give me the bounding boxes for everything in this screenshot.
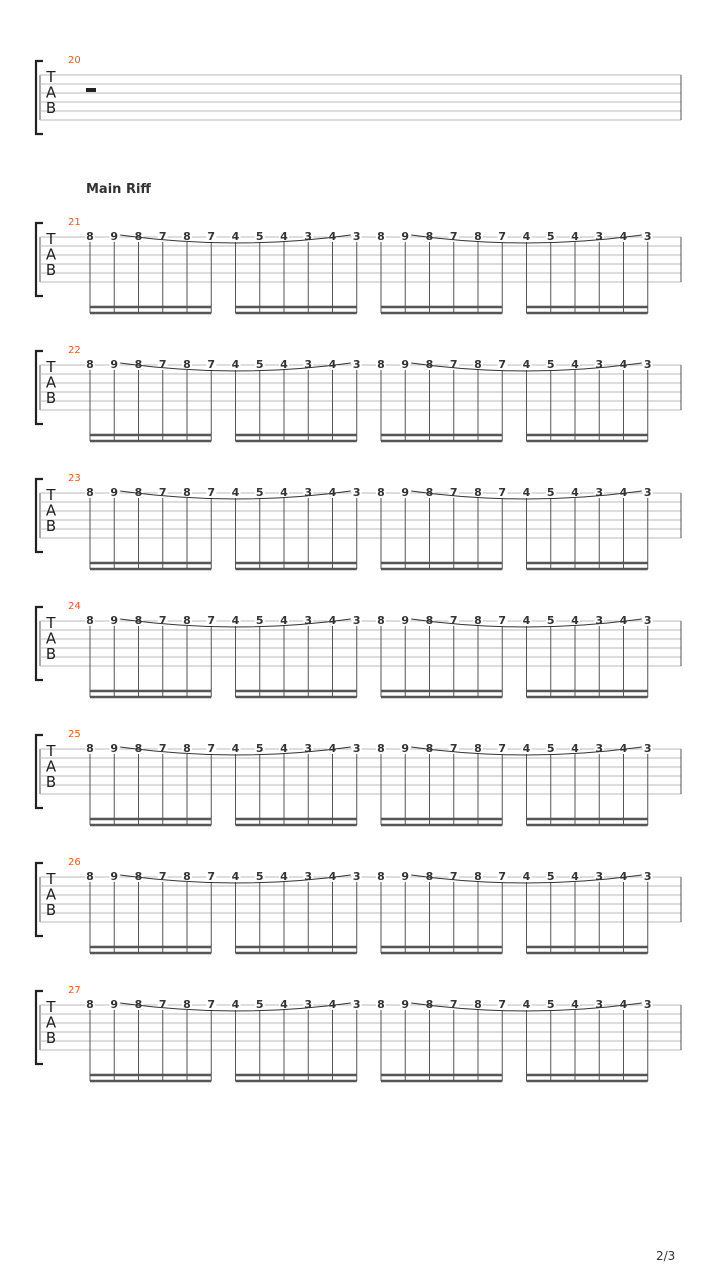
fret-number: 3 [595,614,604,627]
fret-number: 3 [304,230,313,243]
fret-number: 5 [255,870,264,883]
fret-number: 3 [304,998,313,1011]
fret-number: 4 [619,230,628,243]
fret-number: 3 [595,742,604,755]
fret-number: 4 [231,742,240,755]
measure-number: 23 [68,473,81,484]
fret-number: 7 [207,742,216,755]
fret-number: 4 [231,998,240,1011]
tab-clef-letter: A [45,629,57,648]
fret-number: 4 [280,486,288,499]
fret-number: 8 [183,870,191,883]
fret-number: 4 [280,870,288,883]
tab-clef-letter: T [46,230,56,248]
fret-number: 8 [377,230,385,243]
fret-number: 8 [134,230,143,243]
fret-number: 4 [328,486,337,499]
fret-number: 3 [352,998,361,1011]
tab-clef-letter: B [45,901,57,919]
fret-number: 9 [110,998,119,1011]
fret-number: 7 [498,742,507,755]
fret-number: 4 [328,742,337,755]
fret-number: 9 [110,358,119,371]
fret-number: 4 [231,486,240,499]
fret-number: 8 [183,998,191,1011]
fret-number: 7 [158,998,167,1011]
fret-number: 7 [449,870,458,883]
fret-number: 9 [110,486,119,499]
fret-number: 4 [522,486,531,499]
fret-number: 7 [158,614,167,627]
fret-number: 7 [207,358,216,371]
fret-number: 3 [352,230,361,243]
fret-number: 5 [255,230,264,243]
fret-number: 7 [449,486,458,499]
fret-number: 5 [546,998,555,1011]
fret-number: 8 [474,998,482,1011]
fret-number: 3 [643,870,652,883]
fret-number: 8 [183,230,191,243]
tab-clef-letter: T [46,998,56,1016]
fret-number: 5 [546,486,555,499]
fret-number: 7 [498,870,507,883]
fret-number: 8 [86,486,94,499]
fret-number: 8 [474,614,482,627]
fret-number: 7 [207,614,216,627]
tab-clef-letter: T [46,358,56,376]
fret-number: 4 [619,614,628,627]
measure-number: 24 [68,601,81,612]
tab-clef-letter: B [45,389,57,407]
fret-number: 9 [401,742,410,755]
fret-number: 9 [401,870,410,883]
fret-number: 3 [643,998,652,1011]
fret-number: 7 [207,870,216,883]
tab-clef-letter: B [45,261,57,279]
fret-number: 5 [546,358,555,371]
fret-number: 5 [255,358,264,371]
fret-number: 3 [643,614,652,627]
fret-number: 4 [571,230,579,243]
fret-number: 3 [304,486,313,499]
fret-number: 8 [183,358,191,371]
fret-number: 3 [595,870,604,883]
fret-number: 9 [110,870,119,883]
fret-number: 4 [328,998,337,1011]
section-title: Main Riff [86,182,151,197]
fret-number: 9 [110,742,119,755]
tab-clef-letter: A [45,245,57,264]
fret-number: 4 [280,742,288,755]
tab-clef-letter: B [45,1029,57,1047]
fret-number: 3 [352,870,361,883]
fret-number: 4 [328,614,337,627]
tab-clef-letter: B [45,645,57,663]
fret-number: 3 [595,230,604,243]
fret-number: 8 [425,358,434,371]
tab-clef-letter: B [45,517,57,535]
page-number: 2/3 [656,1249,676,1263]
fret-number: 8 [425,614,434,627]
fret-number: 8 [134,870,143,883]
tab-clef-letter: A [45,885,57,904]
fret-number: 8 [377,358,385,371]
fret-number: 3 [352,742,361,755]
measure-number: 26 [68,857,81,868]
fret-number: 8 [474,358,482,371]
fret-number: 7 [498,614,507,627]
fret-number: 3 [304,742,313,755]
fret-number: 4 [280,358,288,371]
fret-number: 4 [280,614,288,627]
fret-number: 8 [425,998,434,1011]
fret-number: 8 [134,998,143,1011]
fret-number: 7 [158,486,167,499]
measure-number: 20 [68,55,81,66]
fret-number: 8 [86,358,94,371]
tab-clef-letter: T [46,486,56,504]
fret-number: 7 [207,486,216,499]
fret-number: 4 [231,358,240,371]
fret-number: 5 [255,614,264,627]
fret-number: 5 [546,614,555,627]
fret-number: 8 [377,870,385,883]
fret-number: 4 [619,998,628,1011]
fret-number: 8 [86,230,94,243]
fret-number: 4 [328,358,337,371]
measure-number: 25 [68,729,81,740]
measure-number: 27 [68,985,81,996]
fret-number: 4 [522,230,531,243]
tab-clef-letter: T [46,742,56,760]
fret-number: 9 [401,486,410,499]
fret-number: 4 [328,870,337,883]
fret-number: 4 [571,358,579,371]
fret-number: 5 [255,742,264,755]
measure-number: 21 [68,217,81,228]
fret-number: 3 [352,614,361,627]
fret-number: 3 [595,358,604,371]
fret-number: 8 [425,230,434,243]
fret-number: 8 [474,742,482,755]
fret-number: 7 [158,742,167,755]
fret-number: 8 [134,742,143,755]
fret-number: 8 [377,486,385,499]
fret-number: 8 [425,486,434,499]
fret-number: 7 [498,486,507,499]
fret-number: 3 [304,358,313,371]
fret-number: 3 [643,230,652,243]
fret-number: 4 [231,614,240,627]
fret-number: 8 [474,870,482,883]
fret-number: 8 [377,998,385,1011]
tab-clef-letter: B [45,773,57,791]
fret-number: 4 [522,358,531,371]
fret-number: 5 [546,870,555,883]
fret-number: 9 [401,614,410,627]
fret-number: 3 [595,998,604,1011]
fret-number: 9 [110,230,119,243]
fret-number: 8 [86,742,94,755]
tab-clef-letter: A [45,1013,57,1032]
fret-number: 5 [255,998,264,1011]
fret-number: 9 [110,614,119,627]
fret-number: 8 [86,614,94,627]
fret-number: 4 [522,870,531,883]
fret-number: 8 [474,230,482,243]
fret-number: 8 [425,870,434,883]
fret-number: 9 [401,998,410,1011]
fret-number: 5 [546,742,555,755]
fret-number: 3 [352,486,361,499]
fret-number: 4 [571,486,579,499]
fret-number: 8 [86,870,94,883]
fret-number: 4 [522,614,531,627]
fret-number: 9 [401,230,410,243]
fret-number: 4 [619,486,628,499]
fret-number: 4 [280,230,288,243]
fret-number: 3 [595,486,604,499]
tab-clef-letter: A [45,757,57,776]
fret-number: 8 [183,614,191,627]
fret-number: 4 [571,998,579,1011]
fret-number: 8 [377,614,385,627]
fret-number: 4 [522,998,531,1011]
fret-number: 4 [328,230,337,243]
fret-number: 3 [352,358,361,371]
fret-number: 4 [619,358,628,371]
fret-number: 8 [183,486,191,499]
fret-number: 7 [498,230,507,243]
measure-number: 22 [68,345,81,356]
fret-number: 3 [643,358,652,371]
fret-number: 7 [449,998,458,1011]
tab-clef-letter: A [45,83,57,102]
fret-number: 3 [304,614,313,627]
fret-number: 4 [231,230,240,243]
fret-number: 7 [207,230,216,243]
fret-number: 8 [134,358,143,371]
fret-number: 7 [207,998,216,1011]
fret-number: 8 [474,486,482,499]
fret-number: 8 [183,742,191,755]
fret-number: 8 [86,998,94,1011]
fret-number: 8 [425,742,434,755]
fret-number: 7 [449,230,458,243]
tab-clef-letter: T [46,614,56,632]
fret-number: 7 [498,998,507,1011]
fret-number: 4 [571,742,579,755]
fret-number: 4 [619,742,628,755]
fret-number: 5 [255,486,264,499]
fret-number: 8 [134,486,143,499]
fret-number: 7 [158,870,167,883]
fret-number: 7 [449,742,458,755]
tab-clef-letter: A [45,501,57,520]
tab-clef-letter: A [45,373,57,392]
fret-number: 3 [643,742,652,755]
fret-number: 8 [134,614,143,627]
fret-number: 3 [304,870,313,883]
fret-number: 5 [546,230,555,243]
tab-clef-letter: T [46,870,56,888]
fret-number: 4 [571,870,579,883]
tab-clef-letter: B [45,99,57,117]
fret-number: 4 [522,742,531,755]
fret-number: 4 [571,614,579,627]
fret-number: 7 [449,614,458,627]
fret-number: 4 [280,998,288,1011]
fret-number: 7 [158,230,167,243]
fret-number: 7 [449,358,458,371]
fret-number: 3 [643,486,652,499]
fret-number: 4 [619,870,628,883]
fret-number: 8 [377,742,385,755]
fret-number: 4 [231,870,240,883]
fret-number: 7 [498,358,507,371]
tab-clef-letter: T [46,68,56,86]
fret-number: 9 [401,358,410,371]
fret-number: 7 [158,358,167,371]
